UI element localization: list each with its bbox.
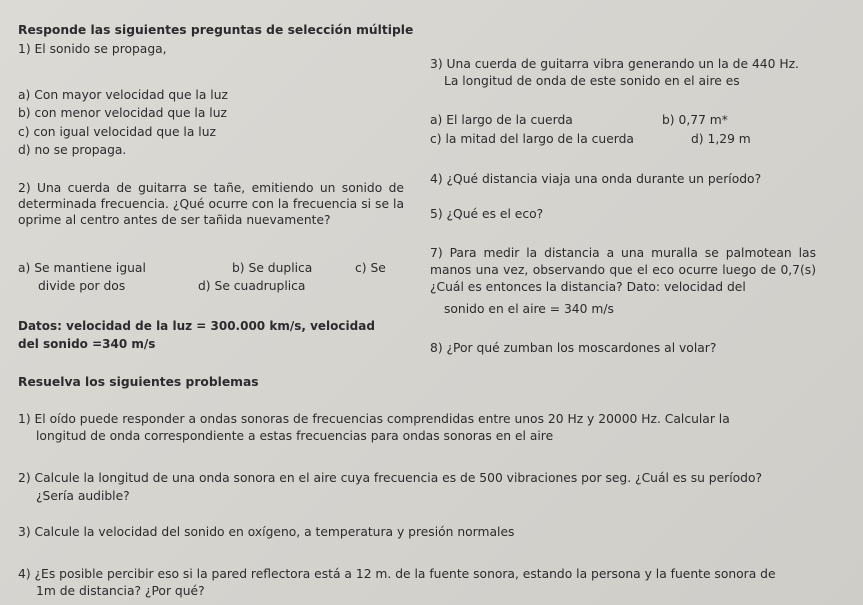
- q4-text: 4) ¿Qué distancia viaja una onda durante un período?: [430, 172, 762, 186]
- worksheet-title: Responde las siguientes preguntas de selección múltiple: [18, 23, 414, 37]
- problems-title: Resuelva los siguientes problemas: [18, 375, 259, 389]
- problem3-text: 3) Calcule la velocidad del sonido en oxígeno, a temperatura y presión normales: [18, 525, 515, 539]
- q1-option-c: c) con igual velocidad que la luz: [18, 125, 216, 139]
- q1-option-d: d) no se propaga.: [18, 143, 127, 157]
- q3-option-b: b) 0,77 m*: [662, 113, 728, 127]
- q1-stem: 1) El sonido se propaga,: [18, 42, 167, 56]
- q3-option-d: d) 1,29 m: [691, 132, 751, 146]
- q2-stem: 2) Una cuerda de guitarra se tañe, emitiendo un sonido de determinada frecuencia. ¿Qué ocurre con la frecuencia si se la oprime al centro antes de ser tañida nuevamente?: [18, 181, 404, 227]
- q2-option-c: c) Se: [355, 261, 386, 275]
- q8-text: 8) ¿Por qué zumban los moscardones al volar?: [430, 341, 717, 355]
- given-data: Datos: velocidad de la luz = 300.000 km/s, velocidad del sonido =340 m/s: [18, 319, 375, 351]
- q2-option-c-continued: divide por dos: [38, 279, 126, 293]
- q2-option-b: b) Se duplica: [232, 261, 313, 275]
- q7-data-line: sonido en el aire = 340 m/s: [444, 302, 614, 316]
- q1-option-b: b) con menor velocidad que la luz: [18, 106, 227, 120]
- q2-option-d: d) Se cuadruplica: [198, 279, 306, 293]
- q1-option-a: a) Con mayor velocidad que la luz: [18, 88, 228, 102]
- q3-option-c: c) la mitad del largo de la cuerda: [430, 132, 634, 146]
- problem2-line2: ¿Sería audible?: [36, 489, 130, 503]
- q5-text: 5) ¿Qué es el eco?: [430, 207, 544, 221]
- q7-text: 7) Para medir la distancia a una muralla se palmotean las manos una vez, observando que el eco ocurre luego de 0,7(s) ¿Cuál es entonces la distancia? Dato: velocidad del: [430, 246, 816, 294]
- problem1-line1: 1) El oído puede responder a ondas sonoras de frecuencias comprendidas entre unos 20 Hz y 20000 Hz. Calcular la: [18, 412, 730, 426]
- q3-option-a: a) El largo de la cuerda: [430, 113, 573, 127]
- q2-option-a: a) Se mantiene igual: [18, 261, 146, 275]
- problem4-line1: 4) ¿Es posible percibir eso si la pared reflectora está a 12 m. de la fuente sonora, estando la persona y la fuente sonora de: [18, 567, 776, 581]
- problem2-line1: 2) Calcule la longitud de una onda sonora en el aire cuya frecuencia es de 500 vibraciones por seg. ¿Cuál es su período?: [18, 471, 763, 485]
- problem1-line2: longitud de onda correspondiente a estas frecuencias para ondas sonoras en el aire: [36, 429, 554, 443]
- q3-stem-line2: La longitud de onda de este sonido en el aire es: [444, 74, 740, 88]
- problem4-line2: 1m de distancia? ¿Por qué?: [36, 584, 205, 598]
- q3-stem-line1: 3) Una cuerda de guitarra vibra generando un la de 440 Hz.: [430, 57, 799, 71]
